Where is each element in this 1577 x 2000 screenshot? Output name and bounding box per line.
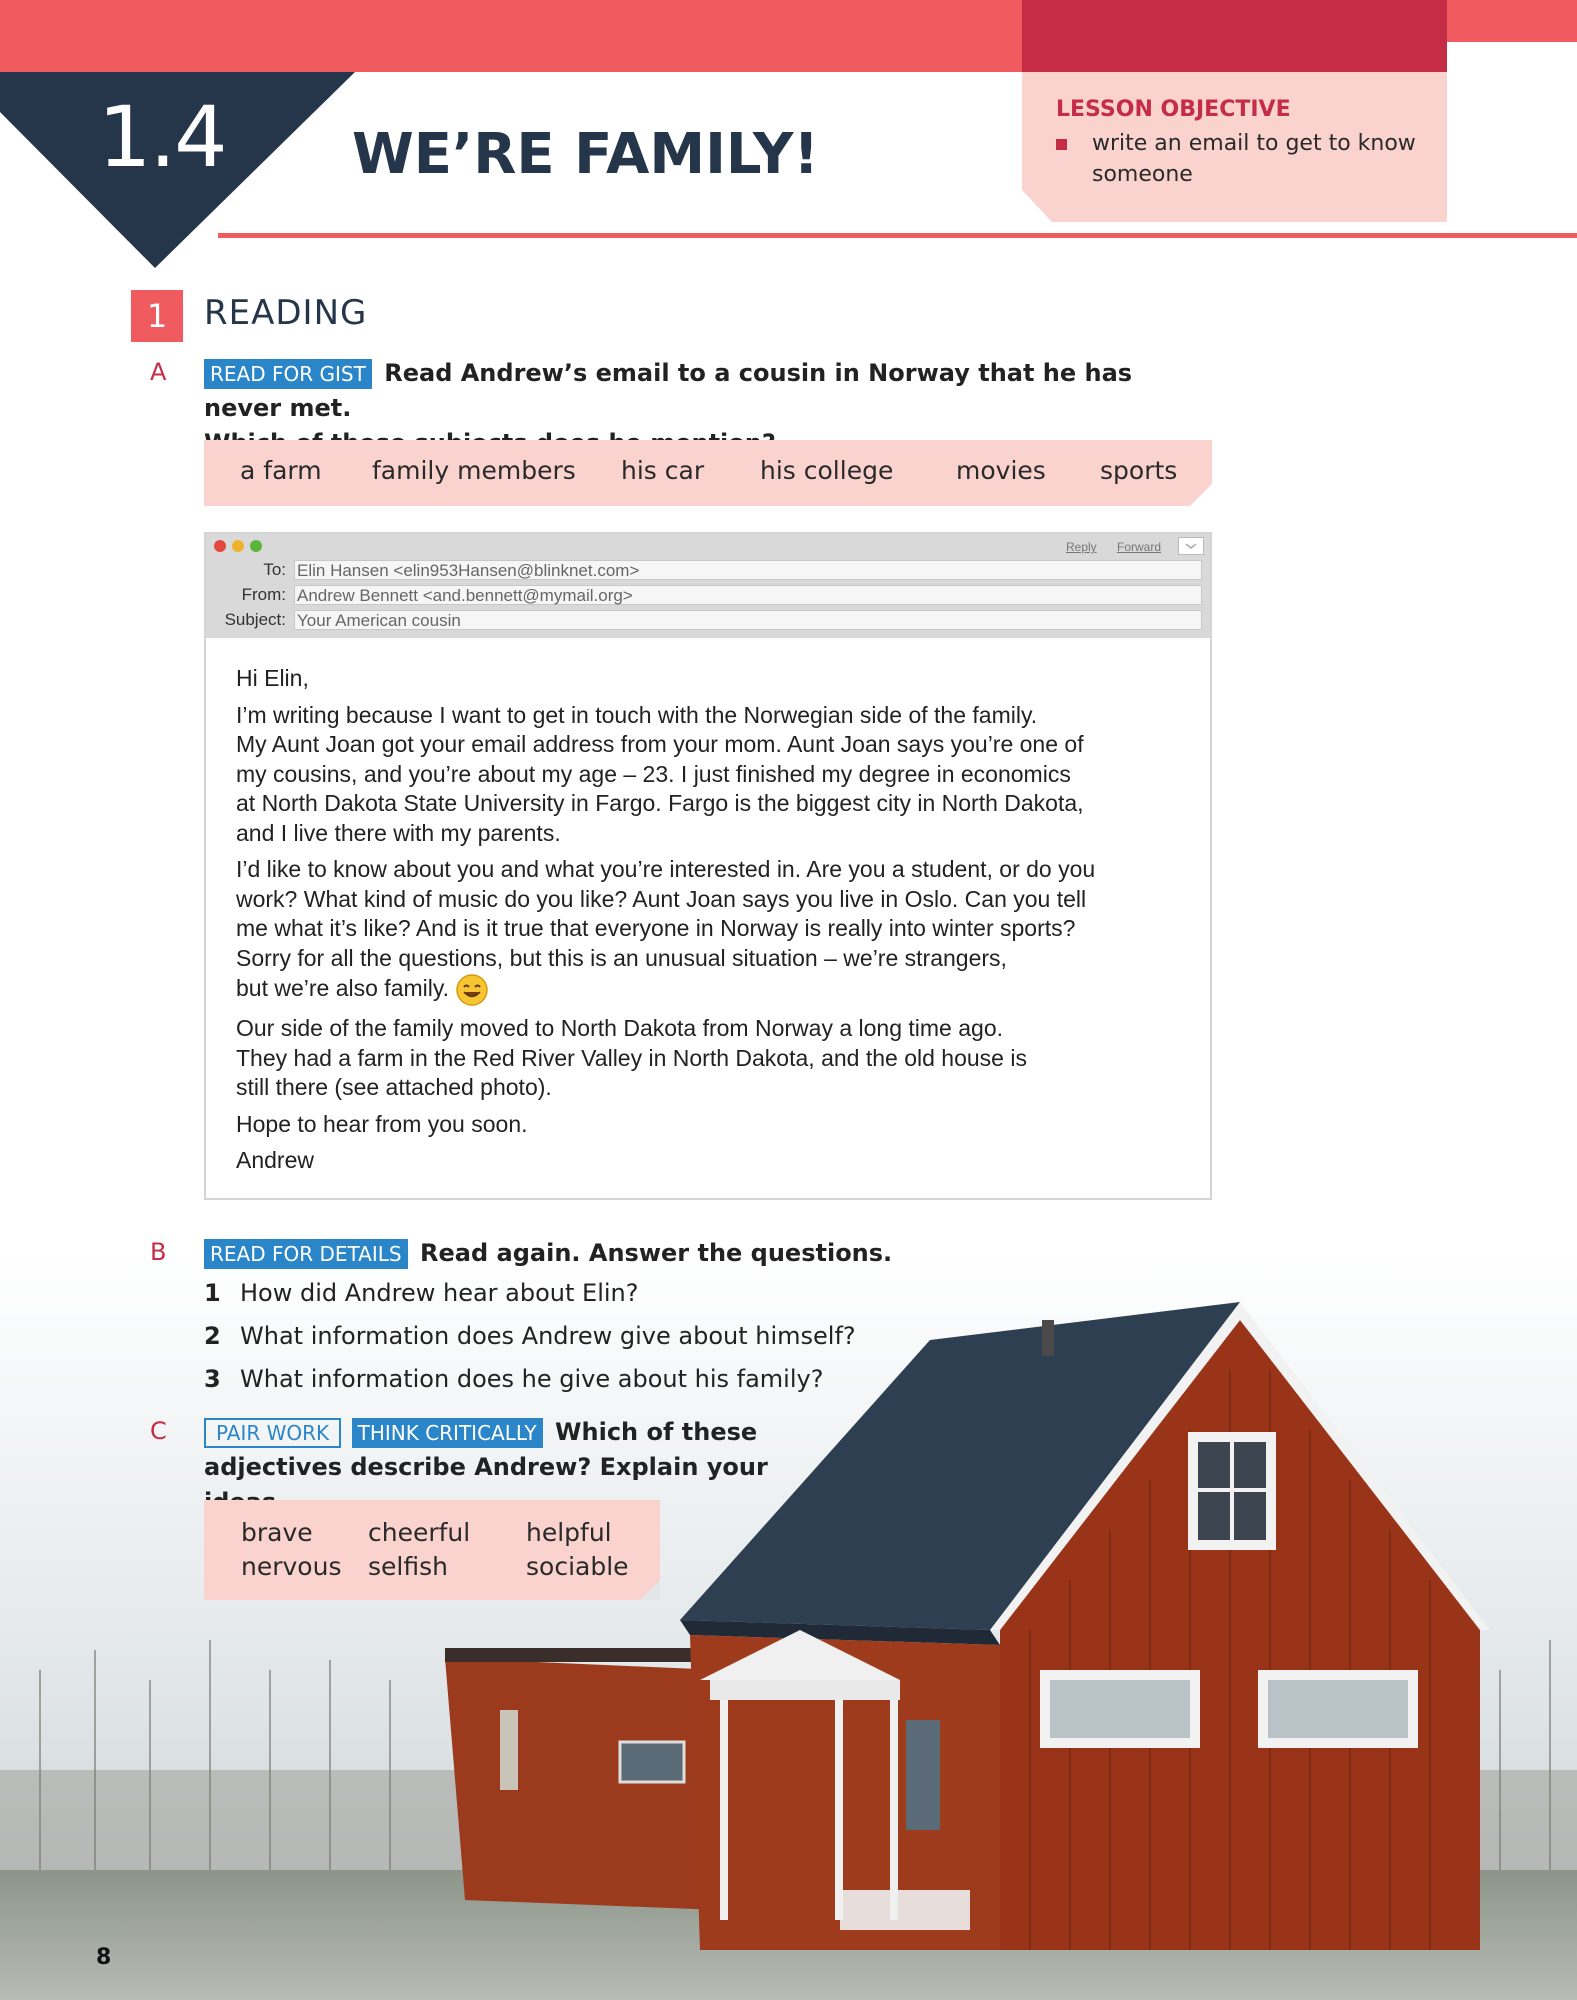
question-item [204, 1365, 823, 1393]
objective-notch [1022, 190, 1052, 222]
forward-link[interactable]: Forward [1117, 540, 1162, 554]
adjective-word: helpful [526, 1518, 612, 1547]
adjective-word: cheerful [368, 1518, 471, 1547]
part-b-instruction-text: Read again. Answer the questions. [420, 1239, 893, 1267]
part-a-letter: A [150, 358, 167, 386]
email-line: I’d like to know about you and what you’re interested in. Are you a student, or do you [236, 856, 1096, 882]
adjective-word: brave [241, 1518, 313, 1547]
question-text: What information does Andrew give about himself? [240, 1322, 856, 1350]
header-bar-accent [1022, 0, 1447, 72]
subject-word: his car [621, 456, 705, 485]
email-line: me what it’s like? And is it true that everyone in Norway is really into winter sports? [236, 915, 1076, 941]
subject-word: sports [1100, 456, 1178, 485]
farmhouse-photo [0, 1250, 1577, 2000]
read-for-details-tag: READ FOR DETAILS [204, 1239, 408, 1269]
part-c-letter: C [150, 1417, 167, 1445]
to-field[interactable]: Elin Hansen <elin953Hansen@blinknet.com> [294, 560, 1202, 580]
subject-word: family members [372, 456, 576, 485]
email-line: I’m writing because I want to get in touch with the Norwegian side of the family. [236, 701, 1038, 728]
email-line: Sorry for all the questions, but this is an unusual situation – we’re strangers, [236, 944, 1007, 971]
question-number: 3 [204, 1365, 221, 1393]
email-line: at North Dakota State University in Fargo. Fargo is the biggest city in North Dakota, [236, 790, 1084, 816]
email-greeting: Hi Elin, [236, 665, 309, 691]
word-box-notch [1190, 484, 1212, 506]
email-signature: Andrew [236, 1147, 314, 1173]
email-line: work? What kind of music do you like? Aunt Joan says you live in Oslo. Can you tell [236, 885, 1087, 912]
reply-link[interactable]: Reply [1066, 540, 1097, 554]
adjective-word: sociable [526, 1552, 629, 1581]
question-text: What information does he give about his family? [240, 1365, 824, 1393]
subject-word: his college [760, 456, 894, 485]
adjective-word: nervous [241, 1552, 342, 1581]
question-number: 1 [204, 1279, 221, 1307]
objective-heading: LESSON OBJECTIVE [1056, 97, 1291, 122]
to-label: To: [263, 560, 286, 579]
smiley-icon [455, 973, 489, 1007]
email-line: My Aunt Joan got your email address from your mom. Aunt Joan says you’re one of [236, 731, 1084, 757]
part-b-letter: B [150, 1238, 167, 1266]
question-number: 2 [204, 1322, 221, 1350]
email-body [236, 664, 1186, 1183]
objective-bullet-icon [1056, 139, 1067, 150]
minimize-dot-icon[interactable] [232, 540, 244, 552]
close-dot-icon[interactable] [214, 540, 226, 552]
think-critically-tag: THINK CRITICALLY [352, 1418, 543, 1448]
adjective-word: selfish [368, 1552, 448, 1581]
part-c-instruction-line2: adjectives describe Andrew? Explain your [204, 1453, 768, 1481]
page-title: WE’RE FAMILY! [352, 122, 819, 187]
maximize-dot-icon[interactable] [250, 540, 262, 552]
subject-label: Subject: [224, 610, 286, 629]
subject-word: a farm [240, 456, 322, 485]
part-a-instruction-line1: Read Andrew’s email to a cousin in Norway that he has never met. [204, 359, 1133, 422]
read-for-gist-tag: READ FOR GIST [204, 359, 372, 389]
chevron-down-icon[interactable] [1178, 537, 1204, 555]
question-item [204, 1279, 638, 1307]
subjects-word-box [204, 440, 1212, 506]
adjective-box-notch [640, 1580, 660, 1600]
part-c-instruction-line1: Which of these [555, 1418, 758, 1446]
objective-text: write an email to get to know someone [1092, 131, 1416, 187]
lesson-number: 1.4 [98, 88, 226, 186]
from-label: From: [241, 585, 286, 604]
section-number: 1 [131, 290, 183, 342]
from-field[interactable]: Andrew Bennett <and.bennett@mymail.org> [294, 585, 1202, 605]
email-closing: Hope to hear from you soon. [236, 1110, 528, 1137]
header-diagonal [0, 0, 420, 72]
part-b-instruction [204, 1236, 1204, 1271]
question-item [204, 1322, 856, 1350]
subject-field[interactable]: Your American cousin [294, 610, 1202, 630]
email-line: and I live there with my parents. [236, 819, 561, 846]
question-text: How did Andrew hear about Elin? [240, 1279, 639, 1307]
email-line: but we’re also family. [236, 975, 450, 1002]
subject-word: movies [956, 456, 1046, 485]
email-line: They had a farm in the Red River Valley in North Dakota, and the old house is [236, 1044, 1027, 1071]
adjectives-word-box [204, 1500, 660, 1600]
email-line: my cousins, and you’re about my age – 23. I just finished my degree in economics [236, 760, 1071, 787]
email-line: still there (see attached photo). [236, 1074, 552, 1100]
section-title: READING [204, 293, 368, 333]
email-paragraph-2 [236, 855, 1186, 1007]
pair-work-tag: PAIR WORK [204, 1418, 341, 1448]
header-bar-cut [1447, 42, 1577, 72]
email-line: Our side of the family moved to North Dakota from Norway a long time ago. [236, 1015, 1003, 1041]
email-paragraph-1 [236, 701, 1186, 849]
page-number: 8 [96, 1945, 112, 1970]
email-paragraph-3 [236, 1014, 1186, 1103]
header-rule [218, 233, 1577, 238]
